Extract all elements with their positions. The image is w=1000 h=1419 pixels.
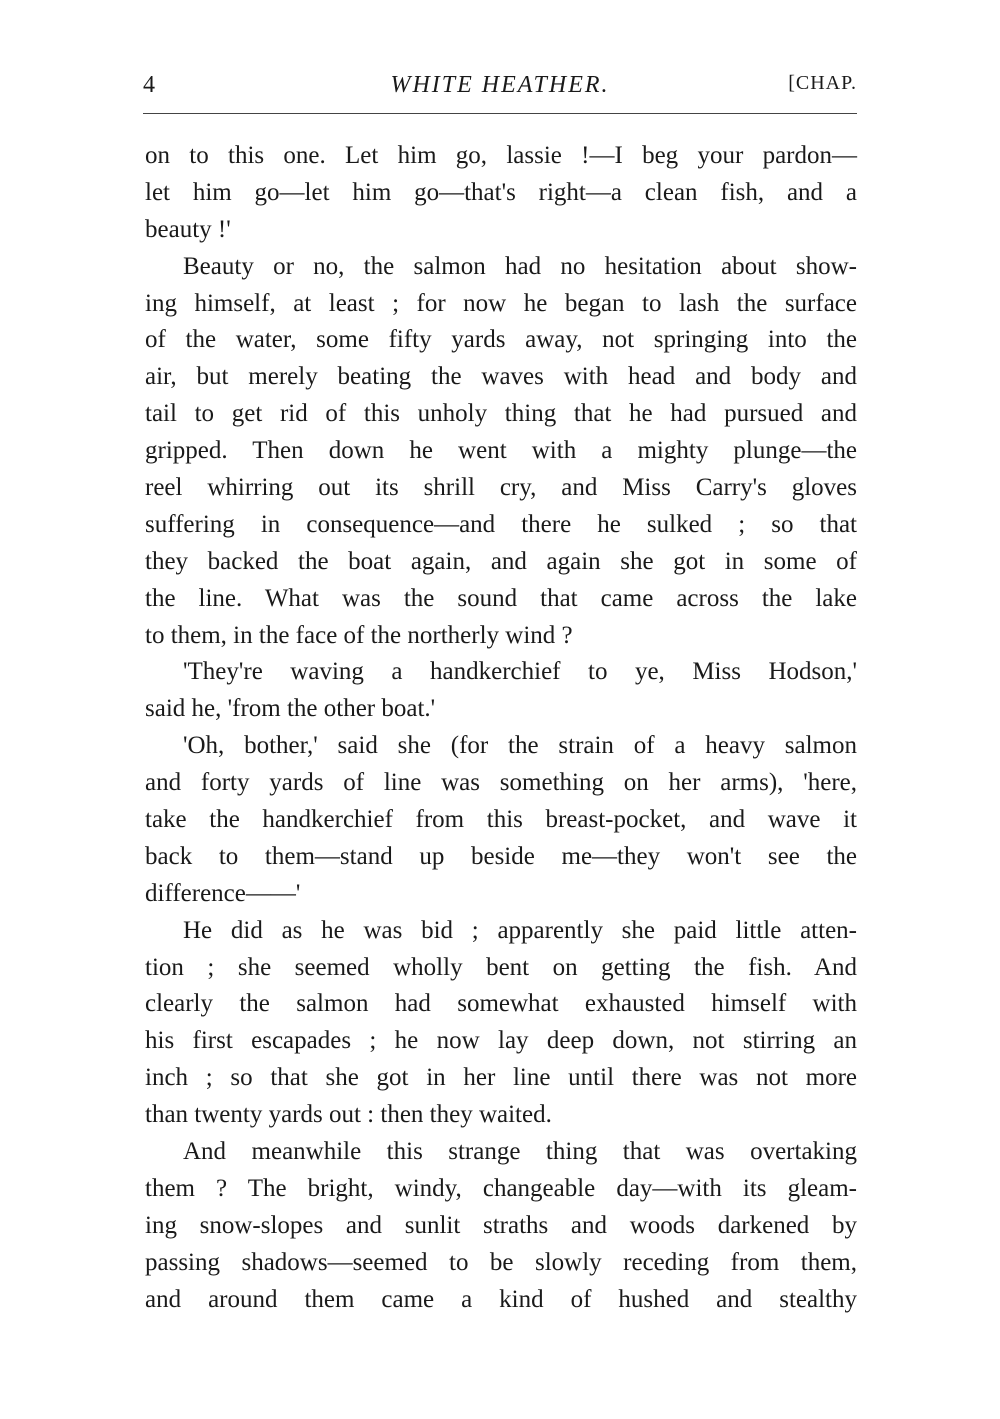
text-line: to them, in the face of the northerly wind ? (145, 621, 573, 649)
text-line: inch ; so that she got in her line until there was not more (145, 1064, 857, 1092)
text-line: they backed the boat again, and again she got in some of (145, 547, 857, 575)
text-line: air, but merely beating the waves with head and body and (145, 363, 857, 391)
text-line: back to them—stand up beside me—they won't see the (145, 842, 857, 870)
text-line: take the handkerchief from this breast-pocket, and wave it (145, 806, 857, 834)
text-line: He did as he was bid ; apparently she paid little atten- (183, 916, 857, 944)
text-line: tail to get rid of this unholy thing that he had pursued and (145, 400, 857, 428)
page-number: 4 (143, 72, 155, 98)
text-line: let him go—let him go—that's right—a clean fish, and a (145, 178, 857, 206)
text-line: And meanwhile this strange thing that was overtaking (183, 1138, 857, 1166)
text-line: beauty !' (145, 215, 231, 243)
text-line: ing snow-slopes and sunlit straths and woods darkened by (145, 1211, 857, 1239)
text-line: reel whirring out its shrill cry, and Miss Carry's gloves (145, 474, 857, 502)
text-line: and forty yards of line was something on her arms), 'here, (145, 769, 857, 797)
text-line: than twenty yards out : then they waited. (145, 1101, 552, 1129)
text-line: and around them came a kind of hushed and stealthy (145, 1285, 857, 1313)
chapter-mark: [CHAP. (788, 72, 857, 94)
text-line: gripped. Then down he went with a mighty plunge—the (145, 437, 857, 465)
running-header (143, 72, 857, 106)
text-line: passing shadows—seemed to be slowly receding from them, (145, 1248, 857, 1276)
text-line: on to this one. Let him go, lassie !—I beg your pardon— (145, 142, 857, 169)
text-line: said he, 'from the other boat.' (145, 695, 436, 723)
text-line: ing himself, at least ; for now he began to lash the surface (145, 289, 857, 317)
body-text (145, 138, 857, 1319)
text-line: Beauty or no, the salmon had no hesitation about show- (183, 252, 857, 280)
text-line: his first escapades ; he now lay deep down, not stirring an (145, 1027, 857, 1055)
text-line: them ? The bright, windy, changeable day—with its gleam- (145, 1174, 857, 1202)
text-line: tion ; she seemed wholly bent on getting the fish. And (145, 953, 857, 981)
text-line: clearly the salmon had somewhat exhausted himself with (145, 990, 857, 1018)
text-line: suffering in consequence—and there he sulked ; so that (145, 510, 857, 538)
text-line: the line. What was the sound that came across the lake (145, 584, 857, 612)
header-rule (143, 113, 857, 114)
text-line: 'They're waving a handkerchief to ye, Miss Hodson,' (183, 658, 857, 686)
text-line: of the water, some fifty yards away, not springing into the (145, 326, 857, 354)
running-title: WHITE HEATHER. (390, 72, 610, 98)
text-line: difference——' (145, 879, 301, 907)
text-line: 'Oh, bother,' said she (for the strain of a heavy salmon (183, 732, 857, 760)
